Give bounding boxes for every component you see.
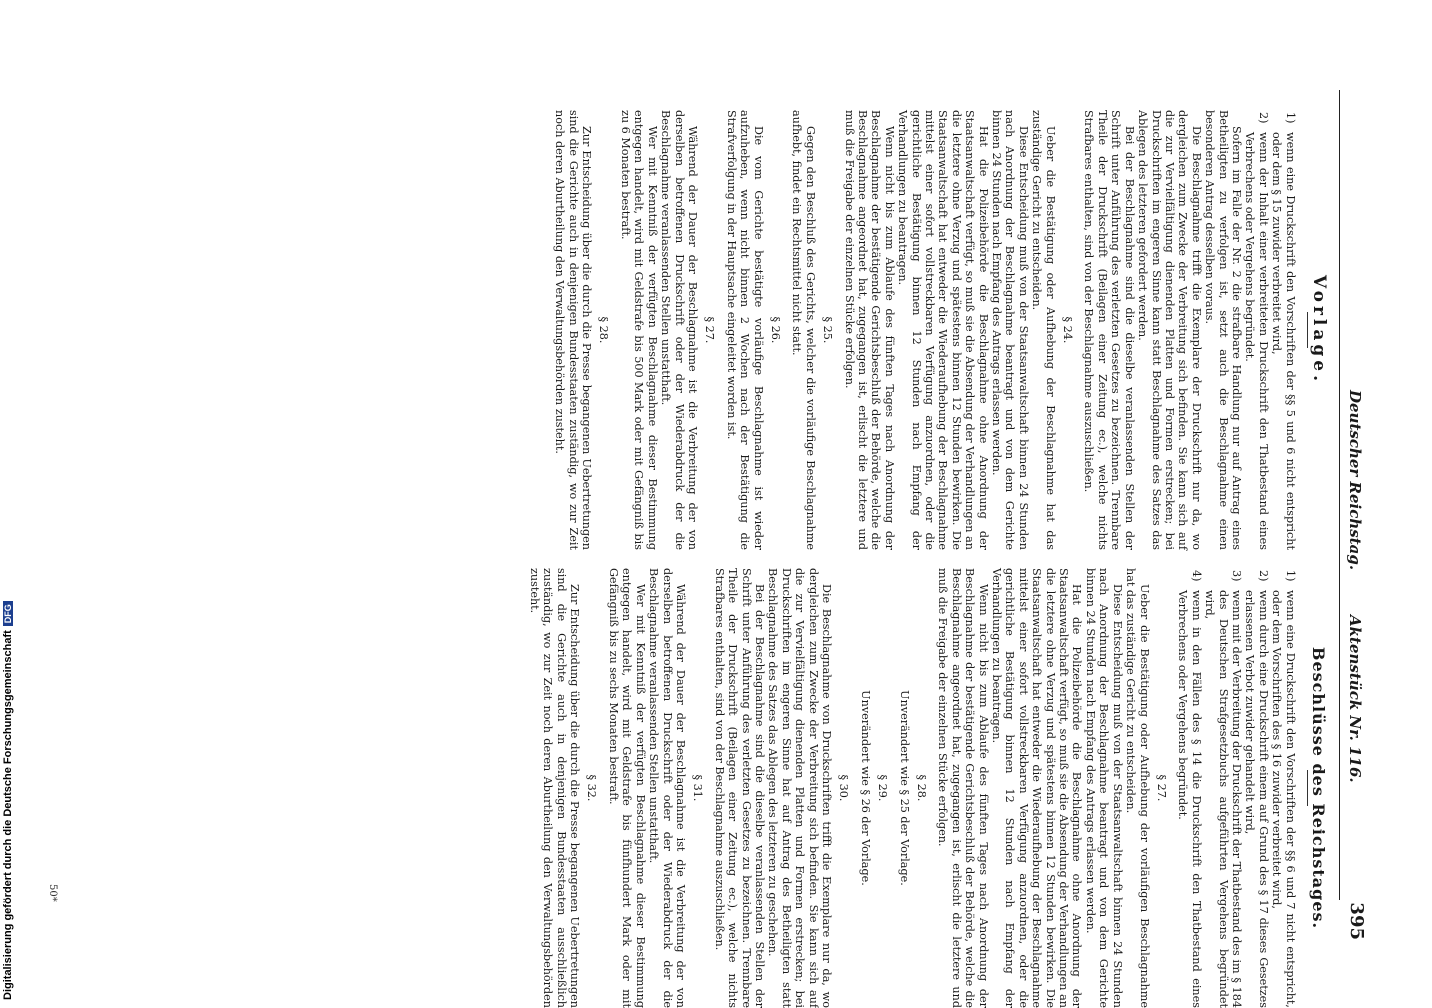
section-heading: § 28. (915, 774, 929, 802)
paragraph: Zur Entscheidung über die durch die Presse begangenen Uebertretungen sind die Gerichte auch in denjenigen Bundesstaaten zuständig, wo zur Zeit noch deren Aburtheilung den Verwaltungsbehörden zusteht. (553, 110, 594, 550)
section-heading: § 29. (876, 774, 890, 802)
paragraph: Die Beschlagnahme trifft die Exemplare der Druckschrift nur da, wo dergleichen zum Zwecke der Verbreitung sich befinden. Sie kann sich auf die zur Vervielfältigung dienenden Platten und Formen erstrecken; bei Druckschriften im engeren Sinne kann statt Beschlagnahme des Satzes das Ablegen des letzteren gefordert werden. (1136, 110, 1203, 550)
paragraph: Unverändert wie § 26 der Vorlage. (858, 690, 872, 886)
list-item (1270, 568, 1297, 1008)
list-item (1243, 568, 1270, 1008)
list-text: wenn durch eine Druckschrift einem auf Grund des § 17 dieses Gesetzes erlassenen Verbot zuwider gehandelt wird, (1243, 590, 1270, 1008)
list-item (1176, 568, 1203, 1008)
paragraph: Hat die Polizeibehörde die Beschlagnahme ohne Anordnung der Staatsanwaltschaft verfügt, so muß sie die Absendung der Verhandlungen an die letztere ohne Verzug und spätestens binnen 12 Stunden bewirken. Die Staatsanwaltschaft hat entweder die Wiederaufhebung der Beschlagnahme mittelst einer sofort vollstreckbaren Verfügung anzuordnen, oder die gerichtliche Bestätigung binnen 12 Stunden nach Empfang der Verhandlungen zu beantragen. (896, 110, 990, 550)
paragraph: Die Beschlagnahme von Druckschriften trifft die Exemplare nur da, wo dergleichen zum Zwecke der Verbreitung sich befinden. Sie kann sich auf die zur Vervielfältigung dienenden Platten und Formen erstrecken; bei Druckschriften im engeren Sinne hat auf Antrag des Betheiligten statt Beschlagnahme des Satzes das Ablegen des letzteren zu geschehen. (766, 568, 833, 1008)
paragraph: Wer mit Kenntniß der verfügten Beschlagnahme dieser Bestimmung entgegen handelt, wird mit Geldstrafe bis fünfhundert Mark oder mit Gefängniß bis zu sechs Monaten bestraft. (606, 568, 647, 1008)
list-item (1203, 568, 1243, 1008)
column-vorlage (553, 110, 1329, 550)
column-title-beschluesse: Beschlüsse des Reichstages. (1309, 646, 1328, 930)
list-text: wenn der Inhalt einer verbreiteten Druckschrift den Thatbestand eines Verbrechens oder Vergehens begründet. (1243, 132, 1270, 550)
title-rule (1307, 770, 1308, 806)
list-item (1243, 110, 1270, 550)
list-text: wenn eine Druckschrift den Vorschriften der §§ 5 und 6 nicht entspricht oder dem § 15 zuwider verbreitet wird, (1270, 132, 1297, 550)
list-text: wenn eine Druckschrift den Vorschriften der §§ 6 und 7 nicht entspricht, oder dem Vorschriften des § 16 zuwider verbreitet wird, (1270, 590, 1297, 1008)
paragraph: Gegen den Beschluß des Gerichts, welcher die vorläufige Beschlagnahme aufhebt, findet ein Rechtsmittel nicht statt. (790, 110, 817, 550)
dfg-logo-icon: DFG (3, 601, 13, 626)
column-beschluesse (527, 568, 1329, 1008)
list-number: 4) (1189, 570, 1203, 582)
paragraph: Die vom Gerichte bestätigte vorläufige Beschlagnahme ist wieder aufzuheben, wenn nicht binnen 2 Wochen nach der Bestätigung die Strafverfolgung in der Hauptsache eingeleitet worden ist. (724, 110, 765, 550)
paragraph: Bei der Beschlagnahme sind die dieselbe veranlassenden Stellen der Schrift unter Anführung des verletzten Gesetzes zu bezeichnen. Trennbare Theile der Druckschrift (Beilagen einer Zeitung ec.), welche nichts Strafbares enthalten, sind von der Beschlagnahme auszuschließen. (1082, 110, 1136, 550)
title-rule (1307, 312, 1308, 348)
section-heading: § 26. (768, 316, 782, 344)
section-heading: § 28. (597, 316, 611, 344)
section-heading: § 32. (585, 774, 599, 802)
section-heading: § 25. (821, 316, 835, 344)
paragraph: Unverändert wie § 25 der Vorlage. (897, 690, 911, 886)
paragraph: Bei der Beschlagnahme sind die dieselbe veranlassenden Stellen der Schrift unter Anführung des verletzten Gesetzes zu bezeichnen. Trennbare Theile der Druckschrift (Beilagen einer Zeitung ec.), welche nichts Strafbares enthalten, sind von der Beschlagnahme auszuschließen. (712, 568, 766, 1008)
page-header (1339, 90, 1370, 940)
list-number: 3) (1229, 570, 1243, 582)
section-heading: § 27. (703, 316, 717, 344)
list-number: 2) (1256, 570, 1270, 582)
paragraph: Zur Entscheidung über die durch die Presse begangenen Uebertretungen sind die Gerichte auch in denjenigen Bundesstaaten ausschließlich zuständig, wo zur Zeit noch deren Aburtheilung den Verwaltungsbehörden zusteht. (527, 568, 582, 1008)
list-item (1270, 110, 1297, 550)
paragraph: Ueber die Bestätigung oder Aufhebung der Beschlagnahme hat das zuständige Gericht zu entscheiden. (1030, 110, 1057, 550)
digitization-note (2, 605, 16, 1000)
list-number: 2) (1256, 112, 1270, 124)
section-heading: § 24. (1061, 316, 1075, 344)
list-text: wenn mit der Verbreitung der Druckschrift der Thatbestand des im § 184 des Deutschen Strafgesetzbuchs aufgeführten Vergehens begründet wird, (1203, 590, 1243, 1008)
page-number: 395 (1346, 902, 1367, 940)
paragraph: Wer mit Kenntniß der verfügten Beschlagnahme dieser Bestimmung entgegen handelt, wird mit Geldstrafe bis 500 Mark oder mit Gefängniß bis zu 6 Monaten bestraft. (618, 110, 659, 550)
paragraph: Diese Entscheidung muß von der Staatsanwaltschaft binnen 24 Stunden nach Anordnung der Beschlagnahme beantragt und von dem Gerichte binnen 24 Stunden nach Empfang des Antrags erlassen werden. (1083, 568, 1124, 1008)
section-heading: § 27. (1154, 774, 1168, 802)
signature-mark: 50* (47, 884, 58, 902)
header-document-number: Aktenstück Nr. 116. (1346, 615, 1364, 783)
column-title-vorlage: Vorlage. (1309, 274, 1329, 386)
digitization-text: Digitalisierung gefördert durch die Deutsche Forschungsgemeinschaft (2, 630, 14, 1000)
paragraph: Während der Dauer der Beschlagnahme ist die Verbreitung der von derselben betroffenen Druckschrift oder der Wiederabdruck der die Beschlagnahme veranlassenden Stellen unstatthaft. (659, 110, 699, 550)
list-number: 1) (1283, 570, 1297, 582)
list-text: wenn in den Fällen des § 14 die Druckschrift den Thatbestand eines Verbrechens oder Vergehens begründet. (1176, 590, 1203, 1008)
paragraph: Sofern im Falle der Nr. 2 die strafbare Handlung nur auf Antrag eines Betheiligten zu verfolgen ist, setzt auch die Beschlagnahme einen besonderen Antrag desselben voraus. (1203, 110, 1243, 550)
section-heading: § 30. (837, 774, 851, 802)
paragraph: Wenn nicht bis zum Ablaufe des fünften Tages nach Anordnung der Beschlagnahme der bestätigende Gerichtsbeschluß der Behörde, welche die Beschlagnahme angeordnet hat, zugegangen ist, erlischt die letztere und muß die Freigabe der einzelnen Stücke erfolgen. (936, 568, 990, 1008)
paragraph: Wenn nicht bis zum Ablaufe des fünften Tages nach Anordnung der Beschlagnahme der bestätigende Gerichtsbeschluß der Behörde, welche die Beschlagnahme angeordnet hat, zugegangen ist, erlischt die letztere und muß die Freigabe der einzelnen Stücke erfolgen. (842, 110, 896, 550)
paragraph: Hat die Polizeibehörde die Beschlagnahme ohne Anordnung der Staatsanwaltschaft verfügt, so muß sie die Absendung der Verhandlungen an die letztere ohne Verzug und spätestens binnen 12 Stunden bewirken. Die Staatsanwaltschaft hat entweder die Wiederaufhebung der Beschlagnahme mittelst einer sofort vollstreckbaren Verfügung anzuordnen, oder die gerichtliche Bestätigung binnen 12 Stunden nach Empfang der Verhandlungen zu beantragen. (990, 568, 1084, 1008)
paragraph: Während der Dauer der Beschlagnahme ist die Verbreitung der von derselben betroffenen Druckschrift oder der Wiederabdruck der die Beschlagnahme veranlassenden Stellen unstatthaft. (647, 568, 687, 1008)
paragraph: Ueber die Bestätigung oder Aufhebung der vorläufigen Beschlagnahme hat das zuständige Gericht zu entscheiden. (1124, 568, 1151, 1008)
paragraph: Diese Entscheidung muß von der Staatsanwaltschaft binnen 24 Stunden nach Anordnung der Beschlagnahme beantragt und von dem Gerichte binnen 24 Stunden nach Empfang des Antrags erlassen werden. (990, 110, 1030, 550)
section-heading: § 31. (691, 774, 705, 802)
header-publication: Deutscher Reichstag. (1346, 390, 1364, 571)
list-number: 1) (1283, 112, 1297, 124)
